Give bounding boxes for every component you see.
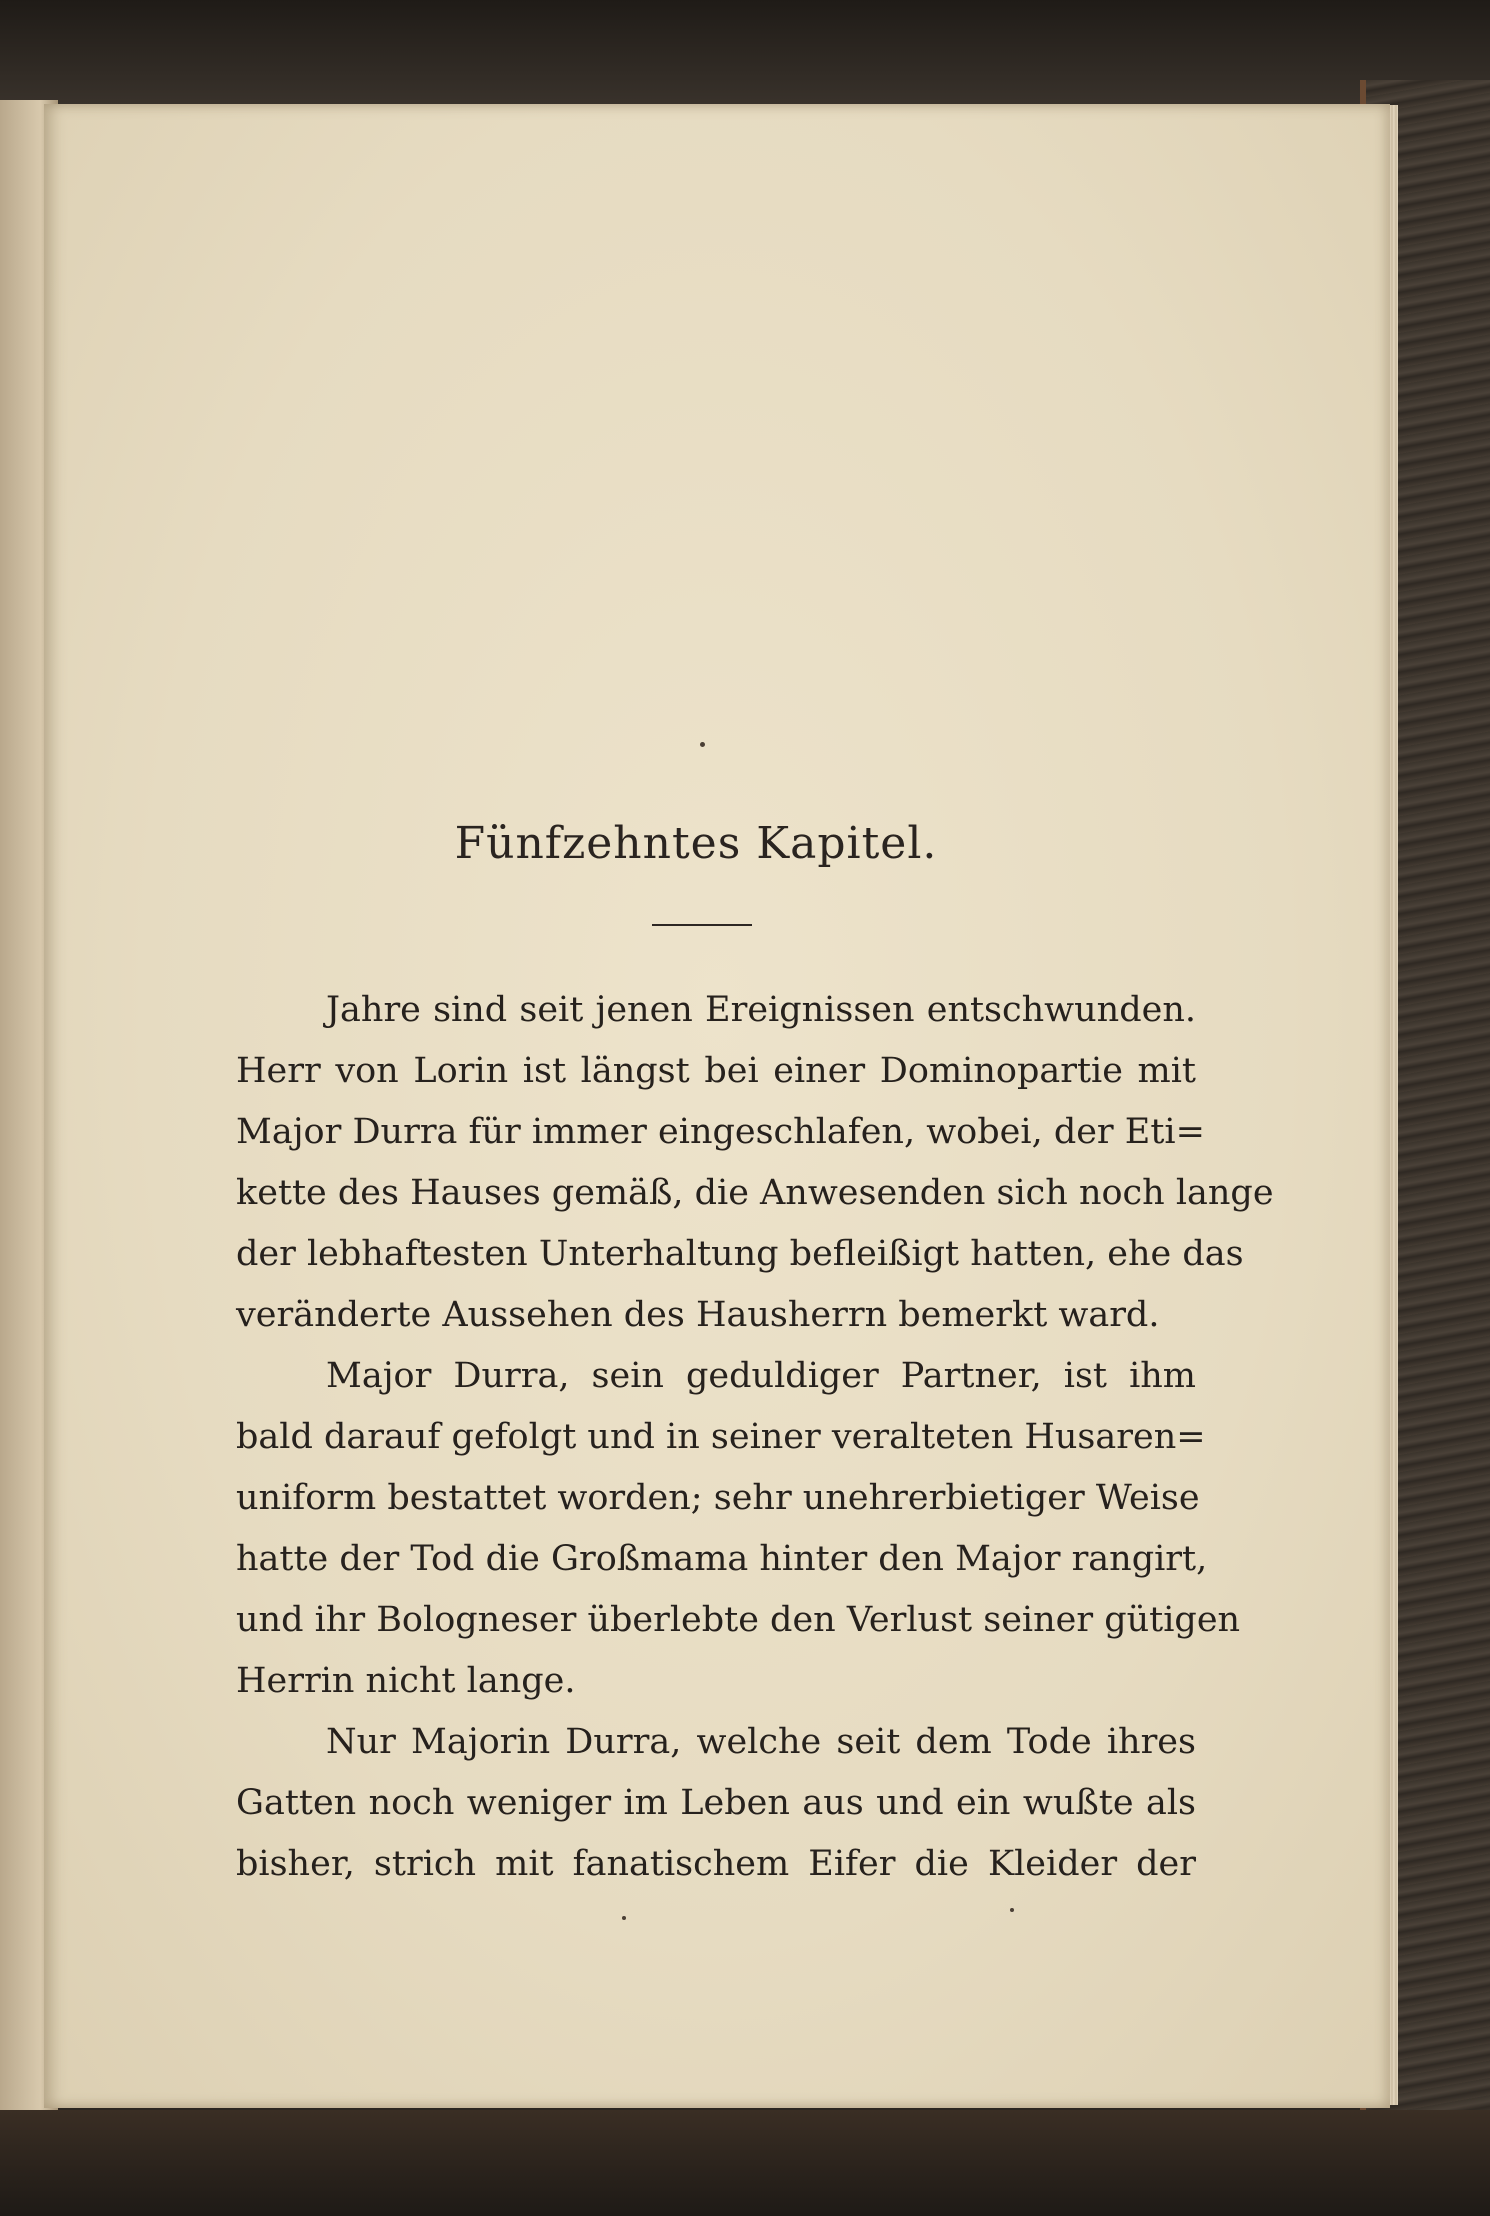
text-line: und ihr Bologneser überlebte den Verlust seiner gütigen xyxy=(236,1600,1241,1640)
text-line: bald darauf gefolgt und in seiner veralteten Husaren= xyxy=(236,1417,1206,1457)
book-cover-top xyxy=(0,0,1490,110)
text-line: bisher, strich mit fanatischem Eifer die Kleider der xyxy=(236,1844,1196,1884)
text-line: Jahre sind seit jenen Ereignissen entschwunden. xyxy=(326,990,1196,1030)
text-line: Herr von Lorin ist längst bei einer Dominopartie mit xyxy=(236,1051,1196,1091)
text-line: veränderte Aussehen des Hausherrn bemerkt ward. xyxy=(236,1295,1160,1335)
text-line: Nur Majorin Durra, welche seit dem Tode ihres xyxy=(326,1722,1196,1762)
text-line: hatte der Tod die Großmama hinter den Major rangirt, xyxy=(236,1539,1208,1579)
text-line: Herrin nicht lange. xyxy=(236,1661,576,1701)
text-line: Gatten noch weniger im Leben aus und ein wußte als xyxy=(236,1783,1196,1823)
paper-speck xyxy=(622,1916,626,1920)
title-rule xyxy=(652,924,752,926)
book-cover-bottom xyxy=(0,2110,1490,2216)
text-line: uniform bestattet worden; sehr unehrerbietiger Weise xyxy=(236,1478,1200,1518)
text-line: Major Durra, sein geduldiger Partner, ist ihm xyxy=(326,1356,1196,1396)
text-line: der lebhaftesten Unterhaltung befleißigt hatten, ehe das xyxy=(236,1234,1244,1274)
paper-speck xyxy=(700,742,705,747)
chapter-title: Fünfzehntes Kapitel. xyxy=(454,818,938,869)
text-line: kette des Hauses gemäß, die Anwesenden sich noch lange xyxy=(236,1173,1274,1213)
paper-speck xyxy=(1010,1908,1014,1912)
text-line: Major Durra für immer eingeschlafen, wobei, der Eti= xyxy=(236,1112,1205,1152)
